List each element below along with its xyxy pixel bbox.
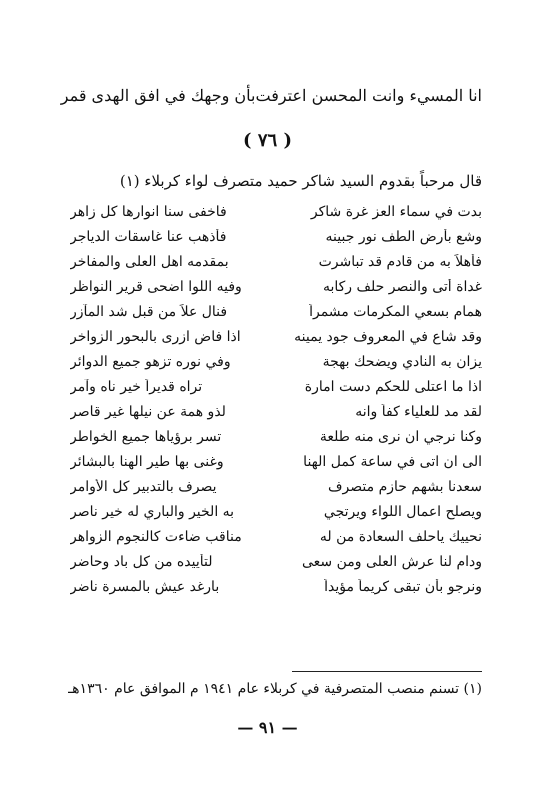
poem-verses: [70, 199, 482, 599]
section-number: ( ٧٦ ): [243, 130, 292, 151]
verse-first-hemistich: اذا ما اعتلى للحكم دست امارة: [304, 378, 482, 395]
verse-second-hemistich: تسر برؤياها جميع الخواطر: [70, 428, 222, 445]
verse-second-hemistich: تراه قديراً خير ناه وآمر: [70, 378, 203, 395]
verse-second-hemistich: وغنى بها طير الهنا بالبشائر: [70, 453, 224, 470]
verse-line: [70, 324, 482, 349]
verse-first-hemistich: سعدنا بشهم حازم متصرف: [328, 478, 482, 495]
poem-intro: قال مرحباً بقدوم السيد شاكر حميد متصرف لواء كربلاء (١): [119, 172, 482, 190]
footnote: (١) تسنم منصب المتصرفية في كربلاء عام ١٩٤١ م الموافق عام ١٣٦٠هـ: [68, 681, 482, 697]
verse-line: [70, 499, 482, 524]
verse-second-hemistich: يصرف بالتدبير كل الأوامر: [70, 478, 217, 495]
verse-line: [70, 399, 482, 424]
verse-line: [70, 424, 482, 449]
verse-second-hemistich: لذو همة عن نيلها غير قاصر: [70, 403, 226, 420]
verse-second-hemistich: لتأييده من كل باد وحاضر: [70, 553, 213, 570]
verse-first-hemistich: وقد شاع في المعروف جود يمينه: [294, 328, 482, 345]
verse-first-hemistich: الى ان اتى في ساعة كمل الهنا: [303, 453, 482, 470]
verse-second-hemistich: وفي نوره تزهو جميع الدوائر: [70, 353, 231, 370]
verse-first-hemistich: همام بسعي المكرمات مشمراً: [309, 303, 482, 320]
verse-first-hemistich: غداة أتى والنصر حلف ركابه: [322, 278, 482, 295]
verse-second-hemistich: به الخير والباري له خير ناصر: [70, 503, 235, 520]
verse-first-hemistich: ويصلح اعمال اللواء ويرتجي: [323, 503, 482, 520]
verse-first-hemistich: فأهلاً به من قادم قد تباشرت: [318, 253, 482, 270]
verse-line: [70, 199, 482, 224]
verse-line: [70, 274, 482, 299]
verse-line: [70, 299, 482, 324]
verse-second-hemistich: اذا فاض ازرى بالبحور الزواخر: [70, 328, 241, 345]
top-verse-left: بأن وجهك في افق الهدى قمر: [60, 86, 256, 105]
top-verse-right: انا المسيء وانت المحسن اعترفت: [255, 86, 482, 105]
page-number: — ٩١ —: [237, 718, 298, 737]
verse-second-hemistich: مناقب ضاءت كالنجوم الزواهر: [70, 528, 242, 545]
verse-second-hemistich: بارغد عيش بالمسرة ناضر: [70, 578, 220, 595]
verse-line: [70, 349, 482, 374]
verse-line: [70, 474, 482, 499]
verse-second-hemistich: وفيه اللوا اضحى قرير النواظر: [70, 278, 242, 295]
verse-second-hemistich: فنال علاً من قبل شد المآزر: [70, 303, 228, 320]
verse-first-hemistich: بدت في سماء العز غرة شاكر: [310, 203, 482, 220]
verse-first-hemistich: ودام لنا عرش العلى ومن سعى: [301, 553, 482, 570]
verse-first-hemistich: وشع بأرض الطف نور جبينه: [325, 228, 482, 245]
verse-first-hemistich: يزان به النادي ويضحك بهجة: [322, 353, 482, 370]
verse-line: [70, 374, 482, 399]
verse-first-hemistich: وكنا نرجي ان نرى منه طلعة: [319, 428, 482, 445]
footnote-divider: [292, 671, 482, 672]
verse-line: [70, 224, 482, 249]
verse-second-hemistich: فاخفى سنا انوارها كل زاهر: [70, 203, 227, 220]
verse-line: [70, 549, 482, 574]
verse-line: [70, 574, 482, 599]
verse-line: [70, 449, 482, 474]
verse-first-hemistich: ونرجو بأن تبقى كريماً مؤيداً: [324, 578, 482, 595]
verse-first-hemistich: نحييك ياحلف السعادة من له: [319, 528, 482, 545]
top-verse: [60, 86, 482, 105]
verse-second-hemistich: فأذهب عنا غاسقات الدياجر: [70, 228, 227, 245]
verse-line: [70, 524, 482, 549]
verse-second-hemistich: بمقدمه اهل العلى والمفاخر: [70, 253, 229, 270]
verse-first-hemistich: لقد مد للعلياء كفاً وانه: [355, 403, 482, 420]
verse-line: [70, 249, 482, 274]
